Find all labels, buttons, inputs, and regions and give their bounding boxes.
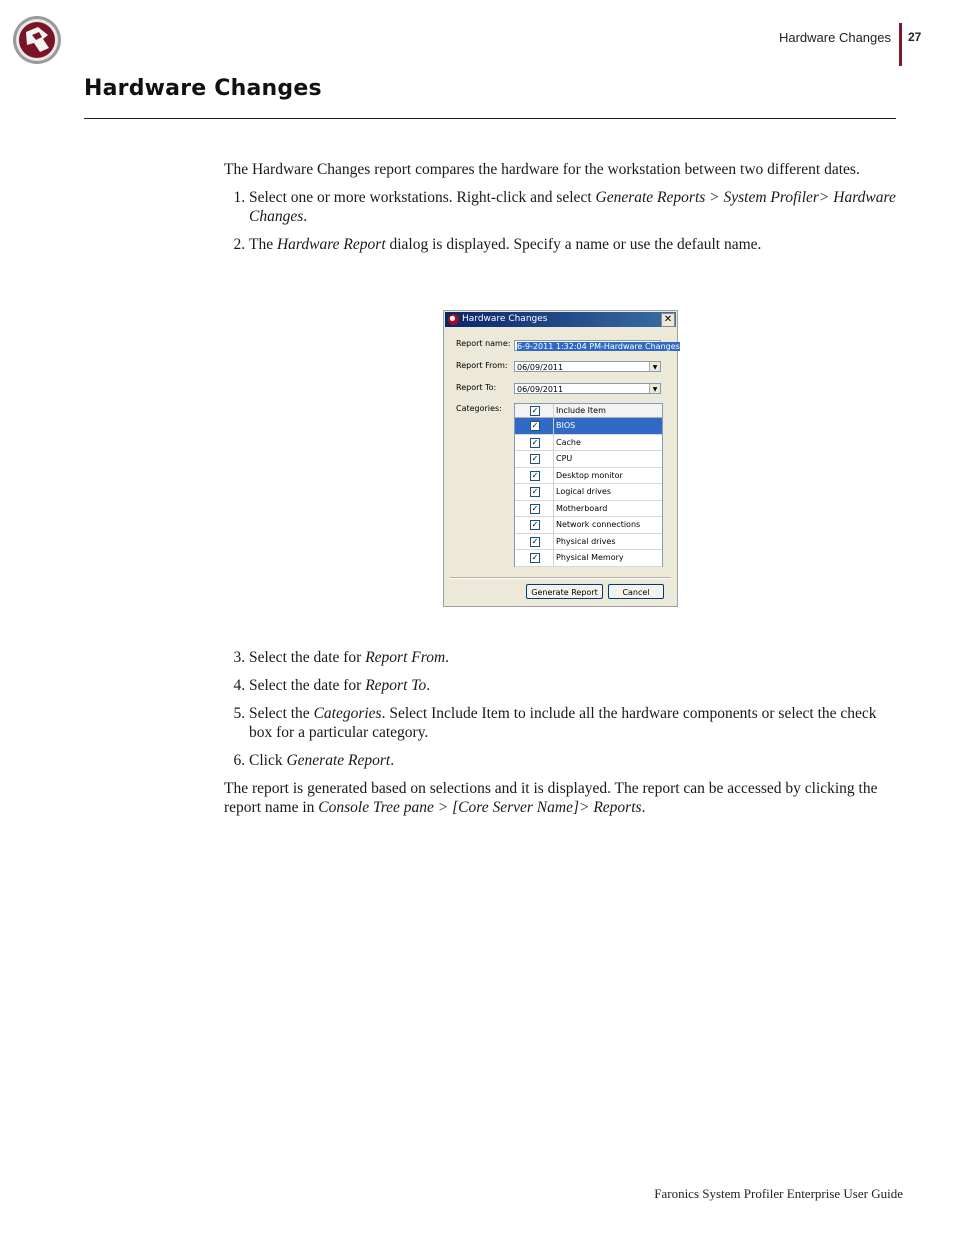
category-label: Network connections <box>556 520 641 530</box>
category-label: Physical drives <box>556 536 616 546</box>
step-3: 3. Select the date for Report From. <box>249 648 899 667</box>
steps-list-a <box>224 188 899 254</box>
categories-label: Categories: <box>456 404 502 413</box>
category-label: Cache <box>556 437 581 447</box>
chevron-down-icon[interactable]: ▼ <box>649 362 660 371</box>
faronics-logo-icon <box>12 15 62 65</box>
list-item[interactable] <box>515 418 662 435</box>
category-checkbox[interactable]: ✓ <box>531 503 539 513</box>
category-label: Logical drives <box>556 487 611 497</box>
intro-paragraph: The Hardware Changes report compares the hardware for the workstation between two different dates. <box>224 161 860 178</box>
report-to-label: Report To: <box>456 383 497 392</box>
dialog-titlebar <box>445 312 676 327</box>
chevron-down-icon[interactable]: ▼ <box>649 384 660 393</box>
app-icon <box>448 314 459 325</box>
step-5: 5. Select the Categories. Select Include Item to include all the hardware components or select the check box for a particular category. <box>249 704 899 742</box>
list-item[interactable] <box>515 517 662 534</box>
closing-paragraph: The report is generated based on selections and it is displayed. The report can be accessed by clicking the report name in Console Tree pane > [Core Server Name]> Reports. <box>224 780 878 816</box>
category-checkbox[interactable]: ✓ <box>531 470 539 480</box>
category-checkbox[interactable]: ✓ <box>531 437 539 447</box>
report-name-label: Report name: <box>456 339 511 348</box>
cancel-button[interactable]: Cancel <box>608 584 664 599</box>
report-name-input[interactable]: 6-9-2011 1:32:04 PM-Hardware Changes <box>514 340 661 351</box>
list-item[interactable] <box>515 484 662 501</box>
category-checkbox[interactable]: ✓ <box>531 487 539 496</box>
steps-section <box>224 648 899 826</box>
category-checkbox[interactable]: ✓ <box>531 421 539 430</box>
category-label: CPU <box>556 454 573 464</box>
step-4: 4. Select the date for Report To. <box>249 676 899 695</box>
list-item[interactable] <box>515 501 662 518</box>
page-title: Hardware Changes <box>84 76 322 101</box>
list-item[interactable] <box>515 468 662 485</box>
list-item[interactable] <box>515 435 662 452</box>
header-divider <box>899 23 902 66</box>
list-item[interactable] <box>515 451 662 468</box>
footer-guide-title: Faronics System Profiler Enterprise User Guide <box>654 1186 903 1201</box>
hardware-changes-dialog <box>443 310 678 607</box>
running-header-title: Hardware Changes <box>778 30 891 45</box>
category-checkbox[interactable]: ✓ <box>531 553 539 562</box>
report-from-select[interactable]: 06/09/2011 ▼ <box>514 361 661 372</box>
page-number: 27 <box>908 30 922 44</box>
list-item[interactable] <box>515 534 662 551</box>
report-to-select[interactable]: 06/09/2011 ▼ <box>514 383 661 394</box>
step-1: 1. Select one or more workstations. Right-click and select Generate Reports > System Profiler> Hardware Changes. <box>249 188 899 226</box>
category-checkbox[interactable]: ✓ <box>531 536 539 546</box>
dialog-separator <box>450 577 671 579</box>
steps-list-b <box>224 648 899 770</box>
categories-list[interactable] <box>514 403 663 567</box>
include-item-label: Include Item <box>556 406 606 415</box>
category-label: BIOS <box>556 421 576 431</box>
list-item[interactable] <box>515 550 662 567</box>
category-checkbox[interactable]: ✓ <box>531 454 539 463</box>
step-2: 2. The Hardware Report dialog is displayed. Specify a name or use the default name. <box>249 235 899 254</box>
category-label: Desktop monitor <box>556 470 623 480</box>
list-header-row[interactable] <box>515 404 662 418</box>
step-6: 6. Click Generate Report. <box>249 751 899 770</box>
intro-section <box>224 160 899 263</box>
include-item-checkbox[interactable]: ✓ <box>531 406 539 415</box>
category-label: Motherboard <box>556 503 608 513</box>
dialog-title: Hardware Changes <box>462 314 548 324</box>
category-checkbox[interactable]: ✓ <box>531 520 539 529</box>
generate-report-button[interactable]: Generate Report <box>526 584 603 599</box>
title-rule <box>84 118 896 119</box>
category-label: Physical Memory <box>556 553 624 563</box>
close-icon[interactable]: ✕ <box>661 313 675 327</box>
report-from-label: Report From: <box>456 361 508 370</box>
